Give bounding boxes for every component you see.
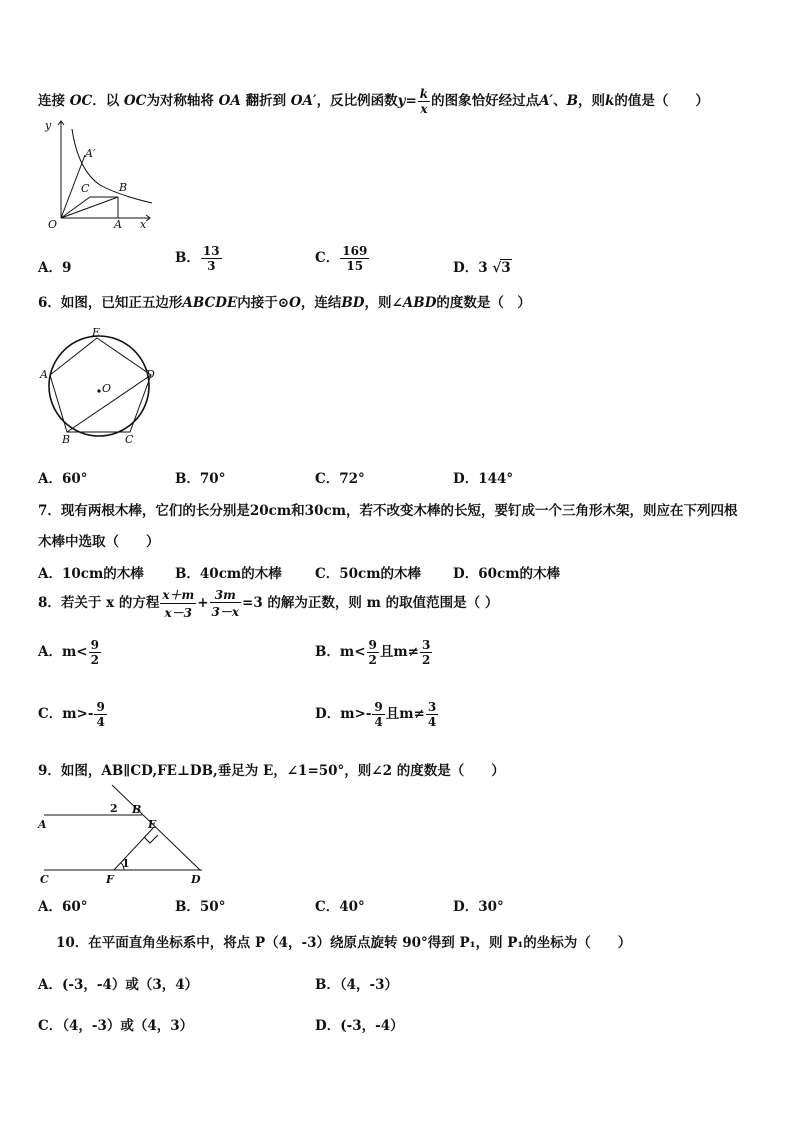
q5-label-b: B [119, 181, 128, 194]
q6-segment-bd: BD [341, 295, 365, 311]
q8-option-d-label: D．m>- [315, 706, 372, 722]
q5-option-c[interactable] [315, 244, 370, 273]
q6-stem-text-d: ，则 [364, 295, 392, 311]
q8-option-b-den: 2 [368, 653, 377, 667]
q5-equals: = [405, 93, 417, 109]
q9-label-a: A [38, 818, 47, 831]
q6-label-e: E [92, 326, 101, 339]
q9-option-d[interactable]: D．30° [453, 899, 504, 915]
q8-plus: + [197, 595, 209, 611]
q8-option-c-label: C．m>- [38, 706, 94, 722]
q6-stem-text-e: 的度数是（ ） [436, 295, 531, 311]
q5-point-b: B [566, 93, 579, 109]
q8-option-c-fraction [94, 700, 106, 729]
q6-center-dot [97, 389, 100, 392]
q5-option-d-coef: 3 [478, 260, 488, 276]
q5-label-c: C [81, 182, 90, 195]
q8-stem-text-a: 8．若关于 x 的方程 [38, 595, 160, 611]
q5-stem-text-e: ，反比例函数 [316, 93, 398, 109]
q9-option-c[interactable]: C．40° [315, 899, 365, 915]
q6-option-a[interactable]: A．60° [38, 471, 88, 487]
q5-label-a: A [114, 218, 122, 231]
q8-option-b-den-2: 2 [421, 653, 431, 667]
q8-option-a-fraction [89, 638, 101, 667]
q6-label-o: O [102, 382, 112, 395]
q5-frac-den: x [418, 101, 430, 116]
q8-option-d-num-2: 3 [427, 700, 437, 714]
q8-option-d-fraction-1 [372, 700, 384, 729]
q5-option-b-num: 13 [202, 244, 220, 258]
q6-label-d: D [146, 368, 155, 381]
q6-angle-abd: ∠ABD [391, 295, 437, 311]
q5-option-b-fraction [201, 244, 222, 273]
q5-label-a-prime: A′ [85, 147, 96, 160]
q5-segment-ob [61, 197, 118, 218]
q5-option-c-label: C． [315, 250, 340, 266]
q5-stem-text-c: 为对称轴将 [146, 93, 214, 109]
q5-y: y [397, 93, 406, 109]
q8-fraction-1-num: x＋m [162, 588, 195, 602]
q8-option-c[interactable] [38, 700, 108, 729]
q8-fraction-1 [160, 586, 196, 621]
q5-stem-text-h: ，则 [578, 93, 606, 109]
q5-option-d-label: D． [453, 260, 479, 276]
q6-figure [36, 326, 166, 446]
q10-stem: 10．在平面直角坐标系中，将点 P（4，-3）绕原点旋转 90°得到 P₁，则 P₁的坐标为（ ） [56, 935, 632, 951]
q5-option-a-label: A． [38, 260, 62, 276]
q9-option-a[interactable]: A．60° [38, 899, 88, 915]
q8-option-b-label: B．m< [315, 644, 366, 660]
q8-option-d-num: 9 [374, 700, 383, 714]
q5-stem-text-i: 的值是（ ） [614, 93, 709, 109]
q7-stem-line-2: 木棒中选取（ ） [38, 534, 160, 550]
q6-stem [38, 291, 531, 311]
q6-circle-name: ⊙O [277, 295, 301, 311]
q6-stem-text-a: 6．如图，已知正五边形 [38, 295, 183, 311]
q8-option-b-and: 且m≠ [379, 644, 419, 660]
q8-option-b-num-2: 3 [421, 638, 431, 652]
q7-option-c[interactable]: C．50cm的木棒 [315, 566, 422, 582]
q6-stem-text-b: 内接于 [237, 295, 278, 311]
q5-option-b-label: B． [175, 250, 200, 266]
q6-stem-text-c: ，连结 [300, 295, 342, 311]
q5-stem-text-d: 翻折到 [245, 93, 287, 109]
q6-label-c: C [125, 433, 134, 446]
q6-pentagon-name: ABCDE [182, 295, 238, 311]
q10-option-d[interactable]: D．(-3，-4） [315, 1018, 404, 1034]
q5-oa-prime: OA′ [290, 93, 317, 109]
q9-figure [34, 780, 214, 890]
q8-option-a[interactable] [38, 638, 102, 667]
q5-frac-num: k [419, 87, 429, 101]
q7-stem-line-1: 7．现有两根木棒，它们的长分别是20cm和30cm，若不改变木棒的长短，要钉成一个三角形木架，则应在下列四根 [38, 503, 738, 519]
q5-option-a[interactable] [38, 256, 71, 276]
q9-label-b: B [132, 803, 142, 816]
q9-label-e: E [148, 818, 157, 831]
q5-label-y: y [45, 119, 52, 132]
q8-stem [38, 586, 498, 621]
q5-stem [38, 87, 709, 116]
q8-option-d-fraction-2 [426, 700, 438, 729]
q9-stem: 9．如图，AB∥CD,FE⊥DB,垂足为 E，∠1=50°，则∠2 的度数是（ ） [38, 763, 505, 779]
q5-oc-2: OC [123, 93, 147, 109]
q10-option-a[interactable]: A．(-3，-4）或（3，4） [38, 977, 199, 993]
q8-fraction-2-num: 3m [214, 587, 236, 602]
q6-label-b: B [62, 433, 71, 446]
q5-label-o: O [48, 218, 58, 231]
q10-option-b[interactable]: B．（4，-3） [315, 977, 399, 993]
q7-option-a[interactable]: A．10cm的木棒 [38, 566, 144, 582]
q9-label-f: F [106, 873, 114, 886]
q9-label-1: 1 [122, 857, 130, 870]
q9-label-c: C [40, 873, 49, 886]
q7-option-d[interactable]: D．60cm的木棒 [453, 566, 560, 582]
q5-option-d-radicand: 3 [501, 260, 511, 276]
q8-option-c-den: 4 [96, 715, 105, 729]
q5-option-d[interactable] [453, 256, 512, 276]
q6-label-a: A [40, 368, 48, 381]
q8-option-c-num: 9 [96, 700, 105, 714]
q8-option-a-label: A．m< [38, 644, 88, 660]
q5-option-b[interactable] [175, 244, 223, 273]
q5-oc-1: OC [69, 93, 93, 109]
q5-option-c-fraction [340, 244, 369, 273]
q5-stem-text-f: 的图象恰好经过点 [431, 93, 540, 109]
q5-label-x: x [140, 218, 147, 231]
q8-option-b-fraction-1 [367, 638, 379, 667]
q5-option-d-sqrt-icon: √ [492, 260, 502, 276]
q5-option-a-value: 9 [61, 260, 72, 276]
q5-oa: OA [218, 93, 241, 109]
q5-option-c-num: 169 [342, 244, 368, 258]
q8-option-b-num: 9 [368, 638, 377, 652]
q8-option-b[interactable] [315, 638, 433, 667]
q8-option-b-fraction-2 [420, 638, 432, 667]
q5-stem-text-g: 、 [553, 93, 567, 109]
q8-option-d[interactable] [315, 700, 439, 729]
q5-stem-text-a: 连接 [38, 93, 65, 109]
q9-label-d: D [191, 873, 201, 886]
q5-k: k [605, 93, 615, 109]
q8-fraction-2 [210, 588, 242, 620]
q5-option-b-den: 3 [201, 258, 222, 273]
q6-option-c[interactable]: C．72° [315, 471, 365, 487]
q9-option-b[interactable]: B．50° [175, 899, 226, 915]
q8-option-d-den-2: 4 [427, 715, 437, 729]
q8-fraction-1-den: x－3 [160, 603, 196, 621]
q5-point-a-prime: A′ [539, 93, 554, 109]
q8-fraction-2-den: 3－x [210, 602, 242, 620]
q8-option-d-and: 且m≠ [385, 706, 425, 722]
q5-figure [30, 115, 160, 235]
q8-option-a-den: 2 [90, 653, 99, 667]
q6-option-d[interactable]: D．144° [453, 471, 514, 487]
q8-option-a-num: 9 [90, 638, 99, 652]
q7-option-b[interactable]: B．40cm的木棒 [175, 566, 282, 582]
q8-stem-text-b: =3 的解为正数，则 m 的取值范围是（ ） [242, 595, 499, 611]
q9-label-2: 2 [110, 802, 118, 815]
q5-k-over-x [418, 87, 430, 116]
q5-stem-text-b: ．以 [92, 93, 120, 109]
q10-option-c[interactable]: C．（4，-3）或（4，3） [38, 1018, 194, 1034]
q5-option-c-den: 15 [340, 258, 369, 273]
q6-option-b[interactable]: B．70° [175, 471, 226, 487]
q9-line-fe [114, 827, 154, 870]
q8-option-d-den: 4 [374, 715, 383, 729]
